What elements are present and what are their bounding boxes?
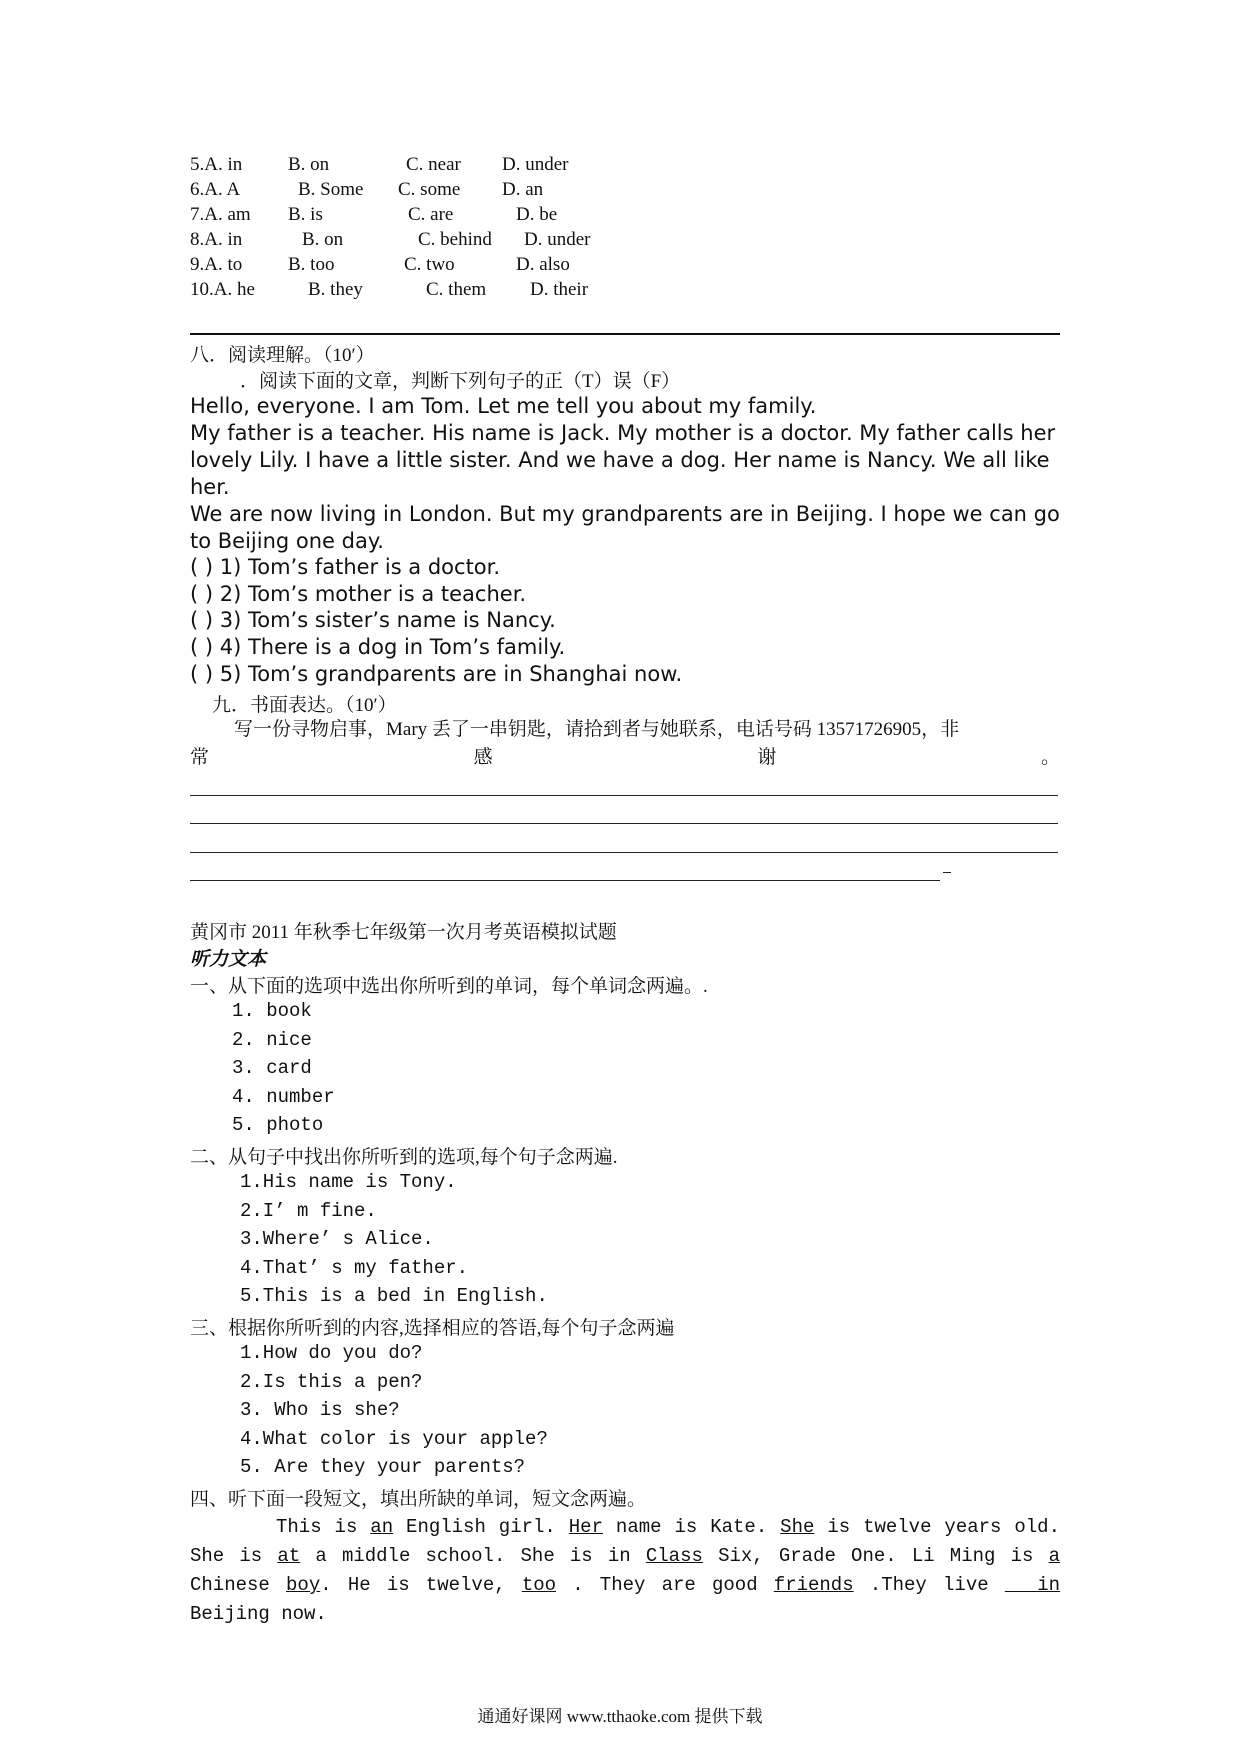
passage-text: Chinese [190, 1574, 287, 1596]
filled-blank: friends [773, 1574, 854, 1596]
option-a: 6.A. A [190, 179, 241, 200]
part1-item: 3. card [232, 1057, 312, 1079]
option-d: D. also [516, 254, 570, 275]
option-b: B. on [302, 229, 344, 250]
writing-blank-line[interactable] [190, 823, 1058, 824]
part3-item: 5. Are they your parents? [240, 1456, 526, 1478]
section-divider [190, 333, 1060, 335]
option-d: D. under [524, 229, 591, 250]
justified-char: 谢 [757, 747, 777, 768]
option-c: C. are [408, 204, 454, 225]
option-a: 10.A. he [190, 279, 255, 300]
part3-item: 3. Who is she? [240, 1399, 400, 1421]
filled-blank: in [1004, 1574, 1060, 1596]
true-false-question: ( ) 3) Tom’s sister’s name is Nancy. [190, 608, 556, 632]
option-b: B. is [288, 204, 323, 225]
option-d: D. their [530, 279, 589, 300]
filled-blank: a [1048, 1545, 1060, 1567]
passage-text: name is Kate. [602, 1516, 781, 1538]
option-c: C. near [406, 154, 461, 175]
justified-char: 常 [190, 747, 210, 768]
option-b: B. on [288, 154, 330, 175]
option-c: C. behind [418, 229, 492, 250]
part3-heading: 三、根据你所听到的内容,选择相应的答语,每个句子念两遍 [190, 1318, 675, 1339]
part3-item: 1.How do you do? [240, 1342, 423, 1364]
writing-instruction-line [190, 744, 1060, 772]
option-c: C. them [426, 279, 487, 300]
option-a: 5.A. in [190, 154, 243, 175]
passage-text: English girl. [393, 1516, 569, 1538]
option-b: B. they [308, 279, 363, 300]
part3-item: 4.What color is your apple? [240, 1428, 548, 1450]
part4-heading: 四、听下面一段短文，填出所缺的单词，短文念两遍。 [190, 1489, 647, 1510]
part1-item: 5. photo [232, 1114, 324, 1136]
option-a: 9.A. to [190, 254, 243, 275]
passage-text: a middle school. She is in [300, 1545, 646, 1567]
part2-item: 4.That’ s my father. [240, 1257, 469, 1279]
passage-text: . They are good [556, 1574, 774, 1596]
option-a: 7.A. am [190, 204, 251, 225]
reading-instruction: ．阅读下面的文章，判断下列句子的正（T）误（F） [240, 371, 681, 392]
filled-blank: boy [286, 1574, 321, 1596]
true-false-question: ( ) 4) There is a dog in Tom’s family. [190, 635, 566, 659]
part2-item: 3.Where’ s Alice. [240, 1228, 434, 1250]
reading-paragraph: We are now living in London. But my grandparents are in Beijing. I hope we can go to Beijing one day. [190, 502, 1060, 553]
part2-heading: 二、从句子中找出你所听到的选项,每个句子念两遍. [190, 1147, 618, 1168]
part2-item: 5.This is a bed in English. [240, 1285, 548, 1307]
justified-char: 。 [1040, 747, 1060, 768]
option-d: D. under [502, 154, 569, 175]
part1-item: 1. book [232, 1000, 312, 1022]
part1-heading: 一、从下面的选项中选出你所听到的单词，每个单词念两遍。. [190, 976, 708, 997]
passage-text: . He is twelve, [320, 1574, 522, 1596]
option-d: D. an [502, 179, 544, 200]
filled-blank: at [277, 1545, 301, 1567]
passage-text: This is [276, 1516, 371, 1538]
writing-blank-line[interactable] [190, 852, 1058, 853]
part2-item: 1.His name is Tony. [240, 1171, 457, 1193]
option-c: C. two [404, 254, 455, 275]
filled-blank: too [521, 1574, 557, 1596]
part3-item: 2.Is this a pen? [240, 1371, 423, 1393]
reading-paragraph: My father is a teacher. His name is Jack. My mother is a doctor. My father calls her lovely Lily. I have a little sister. And we have a dog. Her name is Nancy. We all like her. [190, 421, 1056, 499]
option-b: B. Some [298, 179, 364, 200]
passage-text: is twelve years old. She is [190, 1516, 1060, 1567]
script-subtitle: 听力文本 [190, 949, 267, 970]
passage-text: Beijing now. [190, 1603, 327, 1625]
filled-blank: an [370, 1516, 394, 1538]
option-a: 8.A. in [190, 229, 243, 250]
option-d: D. be [516, 204, 558, 225]
justified-char: 感 [473, 747, 493, 768]
passage-text: .They live [853, 1574, 1005, 1596]
true-false-question: ( ) 5) Tom’s grandparents are in Shanghai now. [190, 662, 683, 686]
part4-passage [190, 1513, 1060, 1629]
part2-item: 2.I’ m fine. [240, 1200, 377, 1222]
reading-title: 八．阅读理解。（10′） [190, 345, 375, 366]
passage-text: Six, Grade One. Li Ming is [702, 1545, 1049, 1567]
writing-blank-line-end [943, 872, 951, 873]
option-c: C. some [398, 179, 461, 200]
page-footer: 通通好课网 www.tthaoke.com 提供下载 [477, 1707, 763, 1726]
filled-blank: Class [645, 1545, 703, 1567]
filled-blank: Her [568, 1516, 603, 1538]
writing-blank-line[interactable] [190, 880, 940, 881]
filled-blank: She [780, 1516, 815, 1538]
reading-paragraph: Hello, everyone. I am Tom. Let me tell you about my family. [190, 394, 817, 418]
script-title: 黄冈市 2011 年秋季七年级第一次月考英语模拟试题 [190, 922, 617, 943]
writing-title: 九．书面表达。（10′） [212, 695, 397, 716]
true-false-question: ( ) 2) Tom’s mother is a teacher. [190, 582, 527, 606]
reading-passage [190, 393, 1065, 555]
writing-instruction-line: 写一份寻物启事，Mary 丢了一串钥匙，请拾到者与她联系，电话号码 13571726905，非 [234, 719, 960, 740]
writing-blank-line[interactable] [190, 795, 1058, 796]
true-false-question: ( ) 1) Tom’s father is a doctor. [190, 555, 501, 579]
writing-instruction [190, 716, 1060, 772]
part1-item: 2. nice [232, 1029, 312, 1051]
part1-item: 4. number [232, 1086, 335, 1108]
option-b: B. too [288, 254, 335, 275]
